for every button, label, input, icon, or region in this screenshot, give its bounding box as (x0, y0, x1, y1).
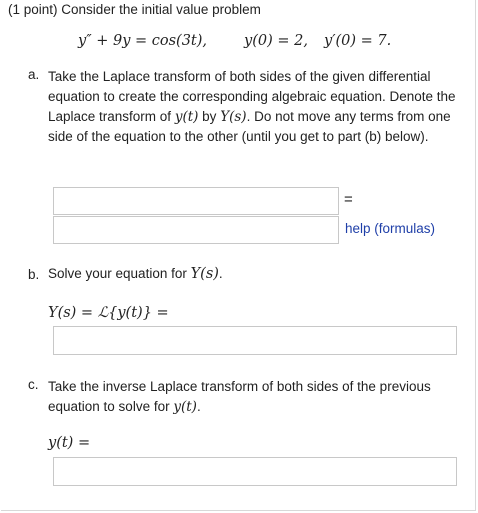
help-formulas-link[interactable]: help (formulas) (345, 221, 436, 236)
yt-equals-label: y(t) = (48, 435, 91, 451)
laplace-lhs-input[interactable] (53, 187, 339, 215)
initial-condition-yprime0: y′(0) = 7. (324, 33, 392, 49)
problem-intro: Consider the initial value problem (61, 2, 261, 17)
laplace-rhs-input[interactable] (53, 216, 339, 244)
part-c-marker: c. (28, 377, 39, 392)
Ys-answer-input[interactable] (53, 326, 457, 355)
initial-condition-y0: y(0) = 2, (244, 33, 308, 49)
part-c-instructions: Take the inverse Laplace transform of both sides of the previous equation to solve for y(t). (48, 379, 431, 415)
equals-sign: = (344, 191, 353, 208)
problem-header (8, 2, 261, 17)
Ys-equals-label: Y(s) = ℒ{y(t)} = (48, 305, 169, 321)
part-a-marker: a. (28, 67, 40, 82)
yt-answer-input[interactable] (53, 457, 457, 486)
part-a-instructions: Take the Laplace transform of both sides of the given differential equation to create the corresponding algebraic equation. Denote the Laplace transform of y(t) by Y(s). Do not move any terms from one side of the equation to the other (until you get to part (b) below). (48, 69, 456, 144)
part-b-marker: b. (28, 267, 40, 282)
part-b-instructions: Solve your equation for Y(s). (48, 266, 223, 282)
ode-equation: y″ + 9y = cos(3t), (78, 33, 208, 49)
points-label: (1 point) (8, 2, 58, 17)
problem-panel (1, 0, 476, 511)
